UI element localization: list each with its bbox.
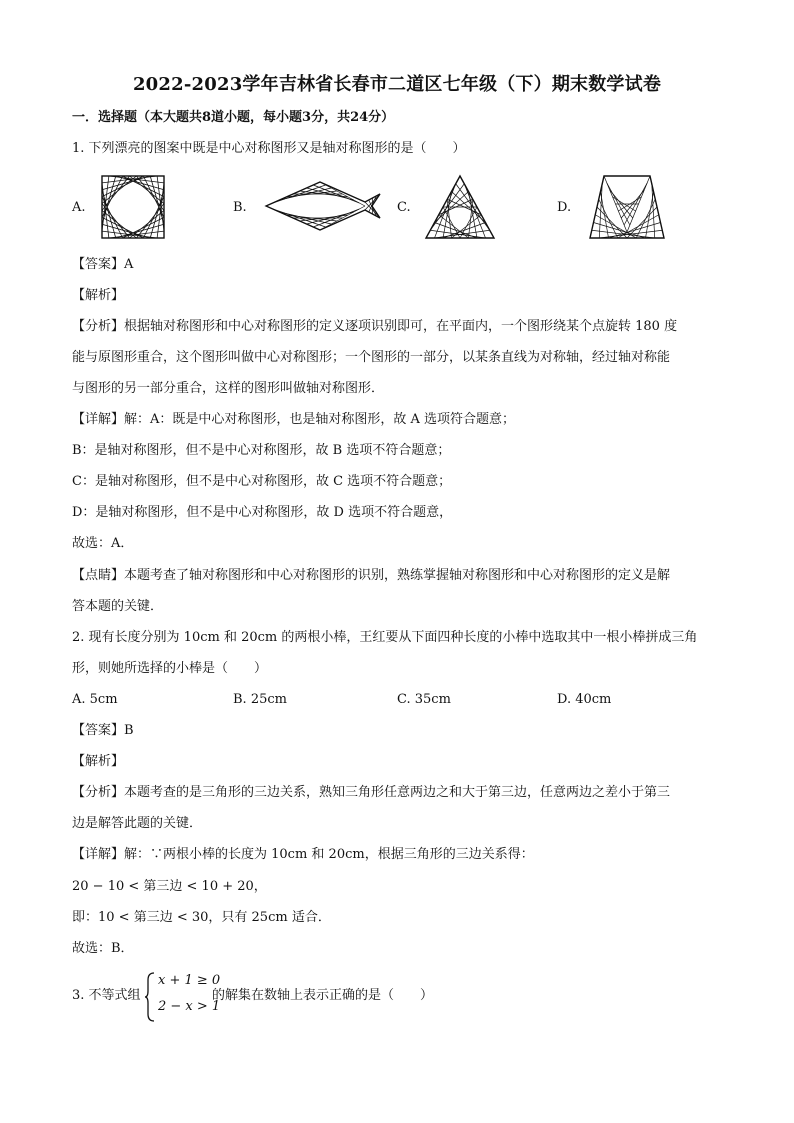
q3-stem-suffix: 的解集在数轴上表示正确的是（ ）: [212, 988, 434, 1003]
q1-detail-line-4: D：是轴对称图形，但不是中心对称图形，故 D 选项不符合题意，: [72, 505, 453, 520]
q3-stem-prefix: 3. 不等式组: [72, 988, 141, 1003]
q1-figure-a: [100, 174, 166, 240]
q1-detail-line-2: B：是轴对称图形，但不是中心对称图形，故 B 选项不符合题意；: [72, 443, 451, 458]
q3-inequality-1: x + 1 ≥ 0: [158, 973, 221, 988]
q1-fenxi-line-1: 【分析】根据轴对称图形和中心对称图形的定义逐项识别即可，在平面内，一个图形绕某个点旋转 180 度: [72, 319, 678, 334]
q2-option-a: A. 5cm: [72, 692, 118, 707]
q2-answer: 【答案】B: [72, 723, 134, 738]
q2-option-d: D. 40cm: [557, 692, 612, 707]
q1-option-c-label: C.: [397, 200, 411, 215]
q2-option-b: B. 25cm: [233, 692, 287, 707]
q2-stem-line-1: 2. 现有长度分别为 10cm 和 20cm 的两根小棒，王红要从下面四种长度的小棒中选取其中一根小棒拼成三角: [72, 630, 698, 645]
q1-detail-line-1: 【详解】解：A：既是中心对称图形，也是轴对称图形，故 A 选项符合题意；: [72, 412, 516, 427]
q1-figure-c: [424, 174, 496, 240]
q2-detail-line-2: 20 − 10 < 第三边 < 10 + 20，: [72, 879, 267, 894]
q1-option-d-label: D.: [557, 200, 572, 215]
q2-fenxi-line-2: 边是解答此题的关键．: [72, 816, 203, 831]
section-heading: 一．选择题（本大题共8道小题，每小题3分，共24分）: [72, 110, 395, 125]
q1-answer: 【答案】A: [72, 257, 134, 272]
q1-fenxi-line-3: 与图形的另一部分重合，这样的图形叫做轴对称图形．: [72, 381, 385, 396]
q1-comment-line-2: 答本题的关键．: [72, 599, 164, 614]
q2-option-c: C. 35cm: [397, 692, 451, 707]
brace-icon: [144, 972, 156, 1022]
page-title: 2022-2023学年吉林省长春市二道区七年级（下）期末数学试卷: [132, 74, 662, 95]
q1-stem: 1. 下列漂亮的图案中既是中心对称图形又是轴对称图形的是（ ）: [72, 141, 466, 156]
q1-option-b-label: B.: [233, 200, 247, 215]
q1-comment-line-1: 【点睛】本题考查了轴对称图形和中心对称图形的识别，熟练掌握轴对称图形和中心对称图形的定义是解: [72, 568, 671, 583]
q3-inequality-2: 2 − x > 1: [158, 999, 221, 1014]
q1-analysis-heading: 【解析】: [72, 288, 125, 303]
q2-detail-line-1: 【详解】解：∵两根小棒的长度为 10cm 和 20cm，根据三角形的三边关系得：: [72, 847, 534, 862]
q2-fenxi-line-1: 【分析】本题考查的是三角形的三边关系，熟知三角形任意两边之和大于第三边，任意两边之差小于第三: [72, 785, 671, 800]
q2-stem-line-2: 形，则她所选择的小棒是（ ）: [72, 661, 268, 676]
q1-detail-line-5: 故选：A．: [72, 536, 134, 551]
q1-figure-d: [588, 174, 666, 240]
q1-fenxi-line-2: 能与原图形重合，这个图形叫做中心对称图形；一个图形的一部分，以某条直线为对称轴，经过轴对称能: [72, 350, 671, 365]
q1-figure-b: [262, 176, 386, 236]
q2-analysis-heading: 【解析】: [72, 754, 125, 769]
q1-detail-line-3: C：是轴对称图形，但不是中心对称图形，故 C 选项不符合题意；: [72, 474, 452, 489]
q1-option-a-label: A.: [72, 200, 86, 215]
q2-detail-line-4: 故选：B．: [72, 941, 134, 956]
q2-detail-line-3: 即：10 < 第三边 < 30，只有 25cm 适合．: [72, 910, 331, 925]
